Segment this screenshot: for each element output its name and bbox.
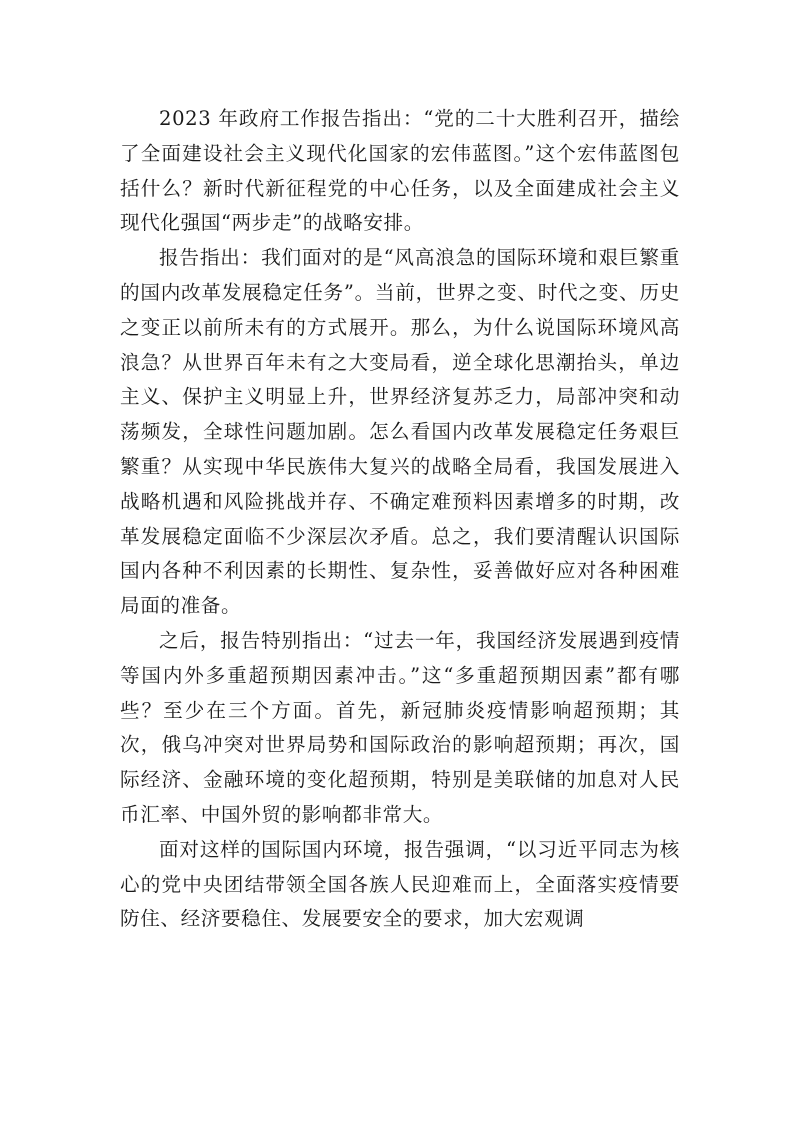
paragraph-3: 之后，报告特别指出：“过去一年，我国经济发展遇到疫情等国内外多重超预期因素冲击。”这“多重超预期因素”都有哪些？至少在三个方面。首先，新冠肺炎疫情影响超预期；其次，俄乌冲突对世界局势和国际政治的影响超预期；再次，国际经济、金融环境的变化超预期，特别是美联储的加息对人民币汇率、中国外贸的影响都非常大。: [120, 628, 680, 826]
document-body: [120, 102, 680, 937]
paragraph-1: 2023 年政府工作报告指出：“党的二十大胜利召开，描绘了全面建设社会主义现代化国家的宏伟蓝图。”这个宏伟蓝图包括什么？新时代新征程党的中心任务，以及全面建成社会主义现代化强国“两步走”的战略安排。: [120, 107, 680, 235]
paragraph-2: 报告指出：我们面对的是“风高浪急的国际环境和艰巨繁重的国内改革发展稳定任务”。当前，世界之变、时代之变、历史之变正以前所未有的方式展开。那么，为什么说国际环境风高浪急？从世界百年未有之大变局看，逆全球化思潮抬头，单边主义、保护主义明显上升，世界经济复苏乏力，局部冲突和动荡频发，全球性问题加剧。怎么看国内改革发展稳定任务艰巨繁重？从实现中华民族伟大复兴的战略全局看，我国发展进入战略机遇和风险挑战并存、不确定难预料因素增多的时期，改革发展稳定面临不少深层次矛盾。总之，我们要清醒认识国际国内各种不利因素的长期性、复杂性，妥善做好应对各种困难局面的准备。: [120, 246, 680, 618]
paragraph-4: 面对这样的国际国内环境，报告强调，“以习近平同志为核心的党中央团结带领全国各族人民迎难而上，全面落实疫情要防住、经济要稳住、发展要安全的要求，加大宏观调: [120, 837, 680, 931]
